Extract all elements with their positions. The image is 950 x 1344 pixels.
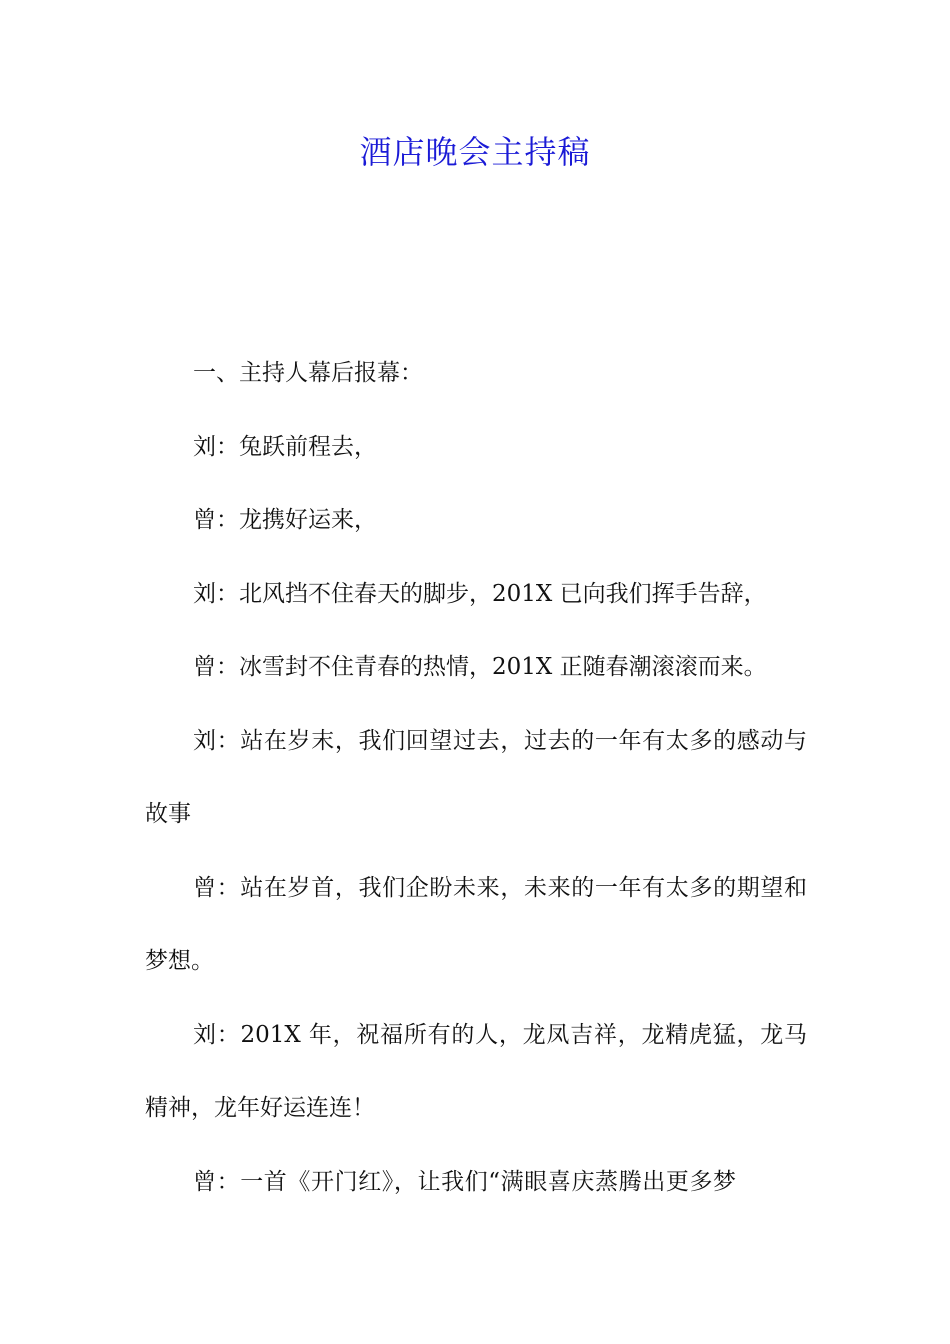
paragraph-line: 曾：一首《开门红》，让我们“满眼喜庆蒸腾出更多梦 <box>193 1168 737 1195</box>
paragraph-line: 刘：兔跃前程去， <box>193 433 377 460</box>
paragraph-line: 刘：北风挡不住春天的脚步，201X 已向我们挥手告辞， <box>193 580 767 607</box>
document-body <box>145 337 807 1219</box>
paragraph-line: 刘：站在岁末，我们回望过去，过去的一年有太多的感动与故事 <box>145 727 807 827</box>
paragraph-announcement: 一、主持人幕后报幕： <box>193 360 423 386</box>
paragraph-line: 刘：201X 年，祝福所有的人，龙凤吉祥，龙精虎猛，龙马精神，龙年好运连连！ <box>145 1021 807 1121</box>
paragraph-line: 曾：龙携好运来， <box>193 507 377 533</box>
paragraph-line: 曾：冰雪封不住青春的热情，201X 正随春潮滚滚而来。 <box>193 654 767 680</box>
document-title: 酒店晚会主持稿 <box>359 133 591 171</box>
paragraph-line: 曾：站在岁首，我们企盼未来，未来的一年有太多的期望和梦想。 <box>145 874 807 974</box>
